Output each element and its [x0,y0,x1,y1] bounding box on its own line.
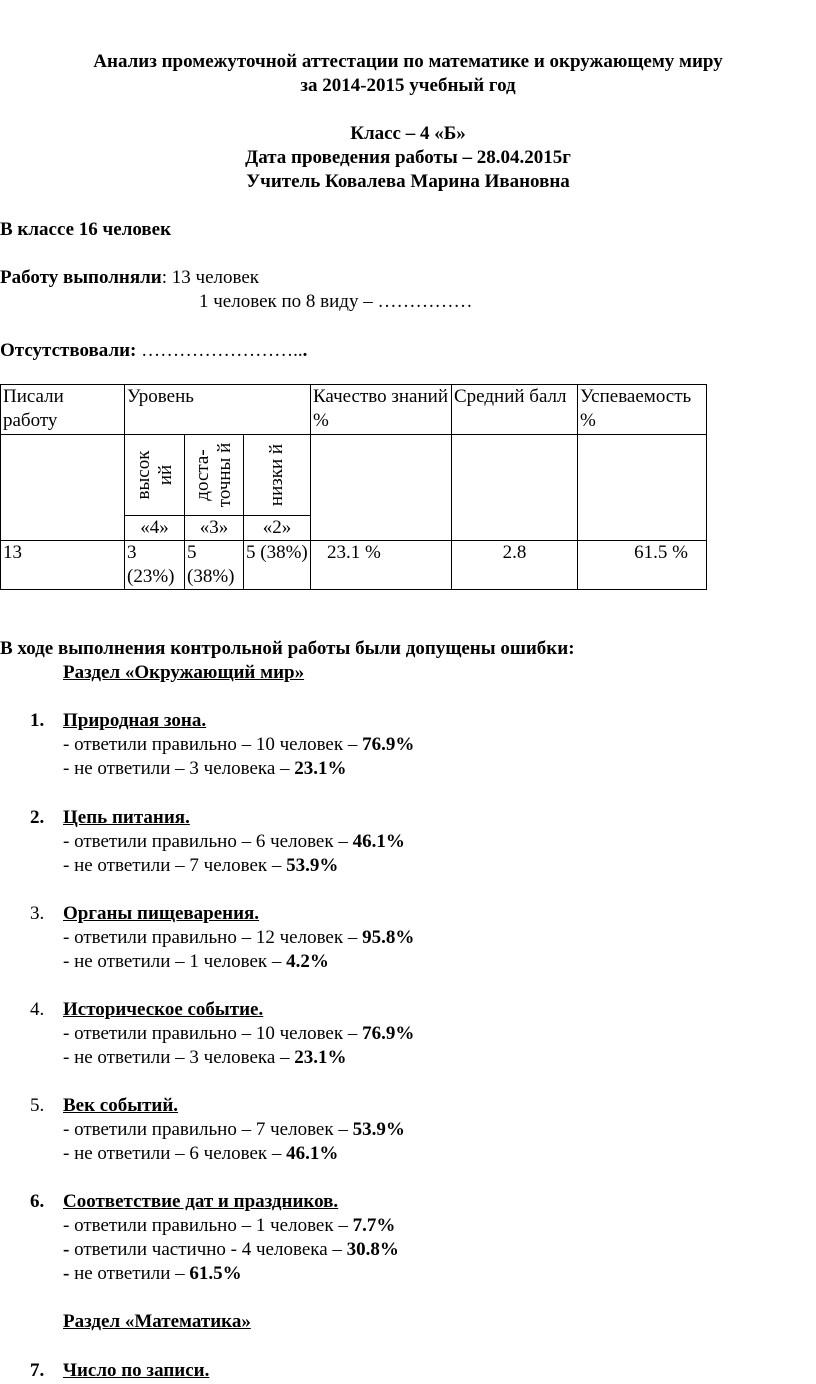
empty-cell [578,435,707,541]
performed-extra: 1 человек по 8 виду – …………… [199,291,473,312]
item-line-wrong [63,758,347,780]
item-value: 4.2% [286,951,329,972]
title-line-2: за 2014-2015 учебный год [300,75,516,96]
grade-2: «2» [244,516,311,541]
performed-value: : 13 человек [161,267,260,288]
item-value: 46.1% [286,1143,339,1164]
level-low: низки й [266,443,287,507]
results-table [0,384,707,590]
item-line-correct [63,1215,395,1237]
item-line-text: - ответили правильно – 10 человек – [63,734,363,755]
item-number: 6. [30,1191,45,1212]
title-line-1: Анализ промежуточной аттестации по математике и окружающему миру [93,51,723,72]
header-quality: Качество знаний % [311,385,452,435]
item-number: 2. [30,807,45,828]
item-title: Век событий. [63,1095,179,1116]
item-line-wrong [63,951,329,973]
level-low-cell [244,435,311,516]
level-high: высок ий [132,450,176,500]
value-avg: 2.8 [452,541,578,590]
item-title: Цепь питания. [63,807,190,828]
item-line-text: - не ответили – 1 человек – [63,951,287,972]
item-value: 53.9% [286,855,339,876]
item-line-wrong [63,855,338,877]
item-value: 30.8% [346,1239,399,1260]
header-wrote: Писали работу [1,385,125,435]
item-title: Природная зона. [63,710,207,731]
item-value: 23.1% [294,1047,347,1068]
item-line-text: не ответили – [74,1263,190,1284]
item-title: Историческое событие. [63,999,264,1020]
item-line-text: - ответили правильно – 7 человек – [63,1119,353,1140]
item-value: 95.8% [362,927,415,948]
item-title: Органы пищеварения. [63,903,260,924]
item-number: 7. [30,1360,45,1381]
header-avg: Средний балл [452,385,578,435]
item-value: 23.1% [294,758,347,779]
value-high: 3 (23%) [125,541,185,590]
item-value: 76.9% [362,1023,415,1044]
empty-cell [1,435,125,541]
class-size: В классе 16 человек [0,219,172,240]
item-value: 53.9% [352,1119,405,1140]
errors-heading: В ходе выполнения контрольной работы были допущены ошибки: [0,638,575,659]
item-line-wrong [63,1047,347,1069]
item-line-correct [63,927,414,949]
item-line-correct [63,1119,405,1141]
date-line: Дата проведения работы – 28.04.2015г [245,147,571,168]
value-sufficient: 5 (38%) [185,541,244,590]
item-number: 1. [30,710,45,731]
section-world: Раздел «Окружающий мир» [63,662,305,683]
item-line-text: - ответили правильно – 1 человек – [63,1215,353,1236]
class-line: Класс – 4 «Б» [350,123,466,144]
item-number: 4. [30,999,45,1020]
level-sufficient: доста- точны й [192,442,235,508]
item-line-text: - ответили правильно – 6 человек – [63,831,353,852]
empty-cell [311,435,452,541]
value-success: 61.5 % [578,541,707,590]
level-high-cell [125,435,185,516]
header-level: Уровень [125,385,311,435]
item-line-partial [63,1239,399,1261]
item-line-text: - не ответили – 7 человек – [63,855,287,876]
item-value: 7.7% [352,1215,396,1236]
item-line-text: - не ответили – 6 человек – [63,1143,287,1164]
header-success: Успеваемость % [578,385,707,435]
grade-3: «3» [185,516,244,541]
item-dash: - [63,1239,75,1260]
item-value: 76.9% [362,734,415,755]
item-number: 5. [30,1095,45,1116]
item-title: Число по записи. [63,1360,210,1381]
absent-label: Отсутствовали: [0,340,137,361]
performed-label: Работу выполняли [0,267,162,288]
item-line-text: - не ответили – 3 человека – [63,758,295,779]
absent-value-end: . [302,340,308,361]
item-number: 3. [30,903,45,924]
grade-4: «4» [125,516,185,541]
performed-line [0,267,259,289]
value-quality: 23.1 % [311,541,452,590]
item-line-correct [63,1023,414,1045]
item-dash: - [63,1263,75,1284]
item-title: Соответствие дат и праздников. [63,1191,339,1212]
value-wrote: 13 [1,541,125,590]
item-line-text: - не ответили – 3 человека – [63,1047,295,1068]
absent-line [0,340,307,362]
section-math: Раздел «Математика» [63,1311,251,1332]
item-line-text: - ответили правильно – 10 человек – [63,1023,363,1044]
value-low: 5 (38%) [244,541,311,590]
item-value: 61.5% [189,1263,242,1284]
item-line-wrong [63,1143,338,1165]
item-line-correct [63,831,405,853]
item-line-text: ответили частично - 4 человека – [74,1239,347,1260]
item-line-wrong [63,1263,242,1285]
item-value: 46.1% [352,831,405,852]
absent-value: …………………….. [136,340,303,361]
teacher-line: Учитель Ковалева Марина Ивановна [246,171,570,192]
item-line-text: - ответили правильно – 12 человек – [63,927,363,948]
empty-cell [452,435,578,541]
item-line-correct [63,734,414,756]
level-sufficient-cell [185,435,244,516]
